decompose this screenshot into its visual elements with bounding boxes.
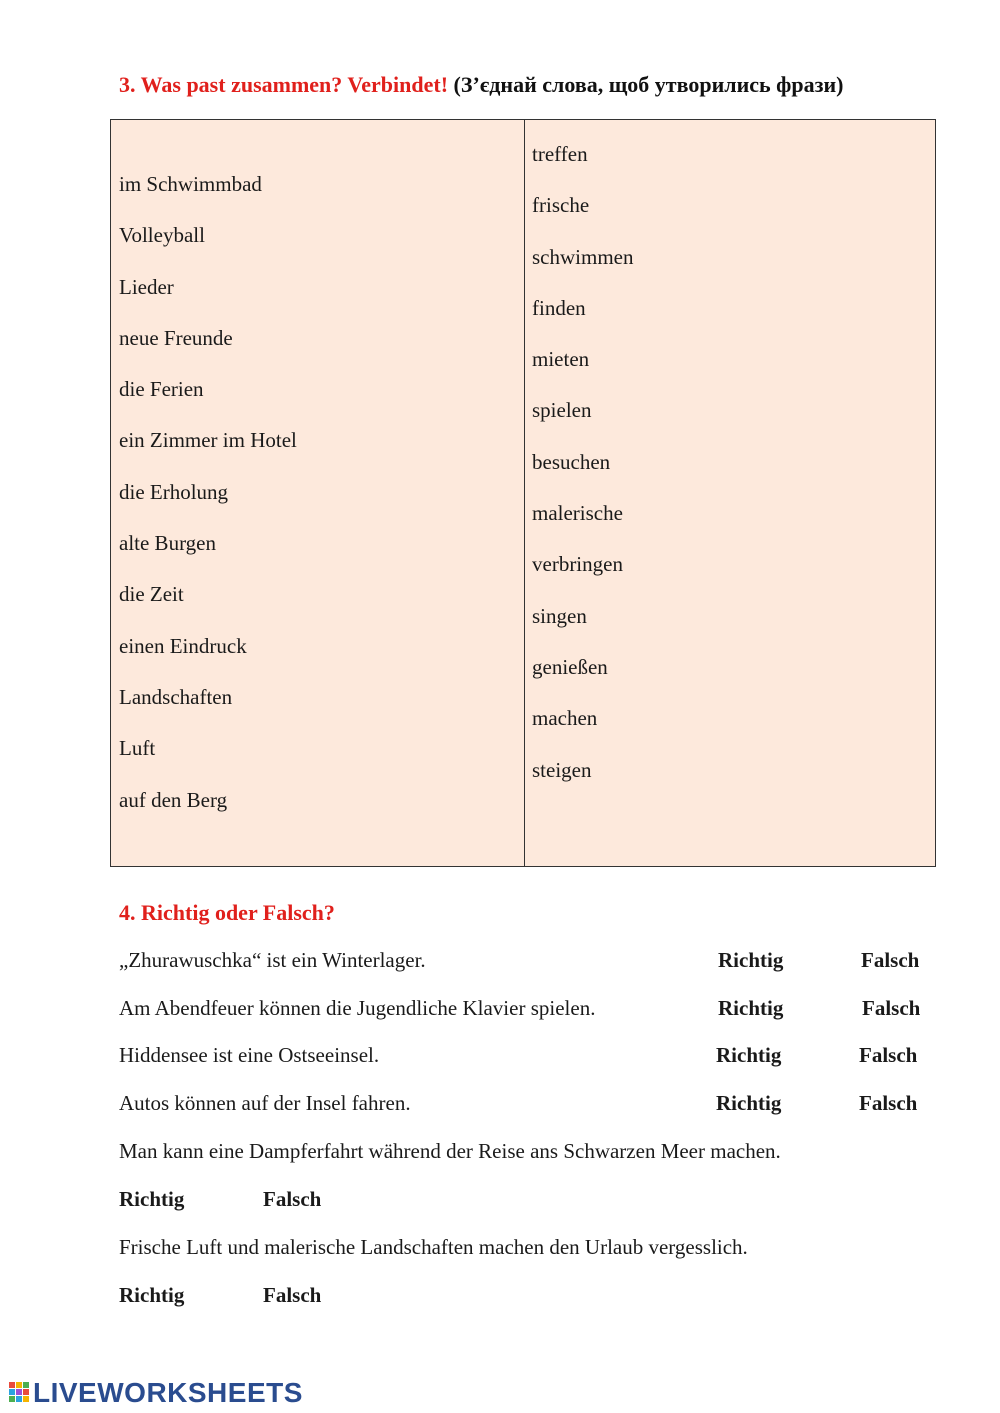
- right-item[interactable]: spielen: [532, 398, 592, 423]
- left-item[interactable]: alte Burgen: [119, 531, 217, 556]
- right-item[interactable]: steigen: [532, 757, 592, 782]
- left-item[interactable]: die Erholung: [119, 479, 229, 504]
- right-item[interactable]: mieten: [532, 347, 590, 372]
- statement-text: Am Abendfeuer können die Jugendliche Klavier spielen.: [119, 996, 596, 1020]
- right-item[interactable]: genießen: [532, 654, 608, 679]
- right-item[interactable]: schwimmen: [532, 244, 634, 269]
- statement-text: Frische Luft und malerische Landschaften machen den Urlaub vergesslich.: [119, 1235, 748, 1259]
- left-item[interactable]: Luft: [119, 736, 156, 761]
- right-item[interactable]: treffen: [532, 142, 588, 166]
- left-item[interactable]: Landschaften: [119, 684, 233, 709]
- table-divider: [524, 120, 525, 866]
- right-item[interactable]: verbringen: [532, 552, 623, 577]
- richtig-option[interactable]: Richtig: [119, 1283, 185, 1307]
- statement-text: „Zhurawuschka“ ist ein Winterlager.: [119, 948, 426, 972]
- statement-text: Hiddensee ist eine Ostseeinsel.: [119, 1043, 380, 1067]
- falsch-option[interactable]: Falsch: [859, 1091, 918, 1115]
- richtig-option[interactable]: Richtig: [716, 1091, 782, 1115]
- right-column: [532, 140, 633, 807]
- richtig-option[interactable]: Richtig: [718, 996, 784, 1020]
- left-item[interactable]: ein Zimmer im Hotel: [119, 428, 297, 453]
- right-item[interactable]: besuchen: [532, 449, 611, 474]
- right-item[interactable]: malerische: [532, 501, 623, 526]
- statement-text: Autos können auf der Insel fahren.: [119, 1091, 411, 1115]
- left-item[interactable]: auf den Berg: [119, 787, 228, 812]
- richtig-option[interactable]: Richtig: [718, 948, 784, 972]
- left-item[interactable]: Lieder: [119, 274, 174, 299]
- right-item[interactable]: singen: [532, 603, 587, 628]
- statement-text: Man kann eine Dampferfahrt während der Reise ans Schwarzen Meer machen.: [119, 1139, 781, 1163]
- richtig-option[interactable]: Richtig: [716, 1043, 782, 1067]
- left-column: [119, 170, 297, 837]
- left-item[interactable]: einen Eindruck: [119, 633, 247, 658]
- falsch-option[interactable]: Falsch: [263, 1283, 322, 1307]
- falsch-option[interactable]: Falsch: [263, 1187, 322, 1211]
- richtig-option[interactable]: Richtig: [119, 1187, 185, 1211]
- falsch-option[interactable]: Falsch: [861, 948, 920, 972]
- exercise-3-title-red: 3. Was past zusammen? Verbindet!: [119, 72, 449, 97]
- left-item[interactable]: die Zeit: [119, 582, 184, 607]
- matching-table: [110, 119, 936, 867]
- exercise-3-title-translation: (З’єднай слова, щоб утворились фрази): [453, 72, 844, 97]
- left-item[interactable]: im Schwimmbad: [119, 172, 262, 196]
- liveworksheets-logo-icon: [8, 1379, 32, 1405]
- left-item[interactable]: neue Freunde: [119, 325, 233, 350]
- liveworksheets-brand[interactable]: [8, 1377, 303, 1409]
- falsch-option[interactable]: Falsch: [859, 1043, 918, 1067]
- left-item[interactable]: die Ferien: [119, 377, 204, 402]
- exercise-3-title: [119, 72, 843, 98]
- right-item[interactable]: machen: [532, 706, 598, 731]
- right-item[interactable]: frische: [532, 193, 590, 218]
- right-item[interactable]: finden: [532, 295, 586, 320]
- left-item[interactable]: Volleyball: [119, 223, 205, 248]
- brand-text: LIVEWORKSHEETS: [33, 1377, 303, 1408]
- exercise-4-title: 4. Richtig oder Falsch?: [119, 900, 335, 925]
- falsch-option[interactable]: Falsch: [862, 996, 921, 1020]
